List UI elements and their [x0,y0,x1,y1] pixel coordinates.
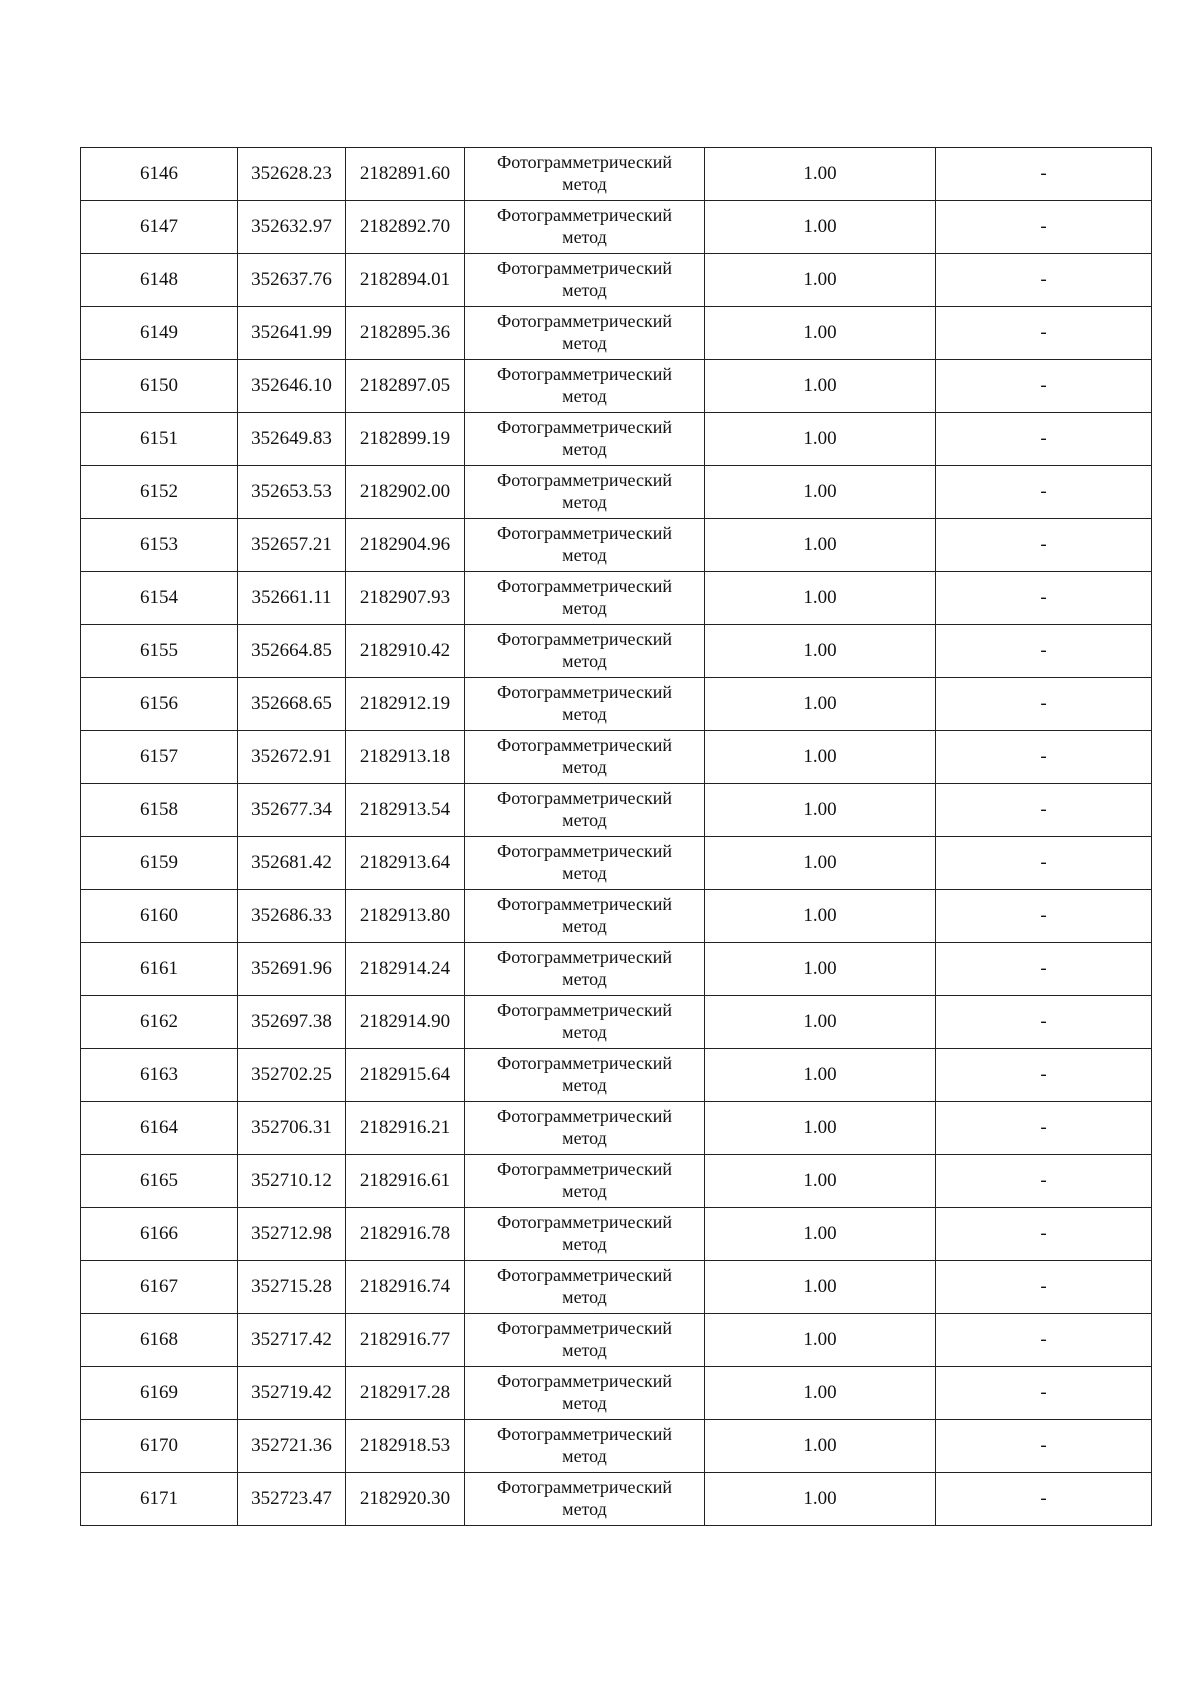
method-line-1: Фотограмметрический [497,311,672,331]
method-cell [465,466,705,519]
y-coordinate-cell: 2182917.28 [346,1367,465,1420]
note-cell: - [936,1049,1152,1102]
y-coordinate-cell: 2182913.80 [346,890,465,943]
method-line-2: метод [562,651,607,671]
x-coordinate-cell: 352721.36 [238,1420,346,1473]
y-coordinate-cell: 2182910.42 [346,625,465,678]
point-number-cell: 6171 [81,1473,238,1526]
method-line-2: метод [562,916,607,936]
method-line-2: метод [562,1075,607,1095]
table-row [81,1261,1152,1314]
accuracy-cell: 1.00 [705,466,936,519]
accuracy-cell: 1.00 [705,731,936,784]
method-line-2: метод [562,545,607,565]
y-coordinate-cell: 2182899.19 [346,413,465,466]
y-coordinate-cell: 2182915.64 [346,1049,465,1102]
note-cell: - [936,307,1152,360]
x-coordinate-cell: 352686.33 [238,890,346,943]
x-coordinate-cell: 352632.97 [238,201,346,254]
table-row [81,307,1152,360]
method-cell [465,1367,705,1420]
note-cell: - [936,1314,1152,1367]
note-cell: - [936,201,1152,254]
note-cell: - [936,572,1152,625]
table-row [81,625,1152,678]
x-coordinate-cell: 352657.21 [238,519,346,572]
y-coordinate-cell: 2182914.90 [346,996,465,1049]
y-coordinate-cell: 2182920.30 [346,1473,465,1526]
method-line-2: метод [562,386,607,406]
y-coordinate-cell: 2182912.19 [346,678,465,731]
method-cell [465,678,705,731]
accuracy-cell: 1.00 [705,360,936,413]
method-line-2: метод [562,704,607,724]
y-coordinate-cell: 2182916.21 [346,1102,465,1155]
y-coordinate-cell: 2182916.78 [346,1208,465,1261]
method-cell [465,1102,705,1155]
method-line-1: Фотограмметрический [497,152,672,172]
method-line-2: метод [562,1393,607,1413]
coordinates-table-body [81,148,1152,1526]
accuracy-cell: 1.00 [705,784,936,837]
x-coordinate-cell: 352649.83 [238,413,346,466]
method-cell [465,625,705,678]
point-number-cell: 6170 [81,1420,238,1473]
x-coordinate-cell: 352710.12 [238,1155,346,1208]
y-coordinate-cell: 2182895.36 [346,307,465,360]
table-row [81,572,1152,625]
method-cell [465,1049,705,1102]
method-line-2: метод [562,439,607,459]
method-line-2: метод [562,1340,607,1360]
method-line-1: Фотограмметрический [497,205,672,225]
method-line-1: Фотограмметрический [497,470,672,490]
table-row [81,1420,1152,1473]
note-cell: - [936,360,1152,413]
table-row [81,1314,1152,1367]
note-cell: - [936,254,1152,307]
method-line-2: метод [562,333,607,353]
accuracy-cell: 1.00 [705,1261,936,1314]
accuracy-cell: 1.00 [705,625,936,678]
note-cell: - [936,943,1152,996]
note-cell: - [936,1367,1152,1420]
x-coordinate-cell: 352672.91 [238,731,346,784]
point-number-cell: 6158 [81,784,238,837]
method-cell [465,890,705,943]
table-row [81,731,1152,784]
method-line-1: Фотограмметрический [497,788,672,808]
table-row [81,148,1152,201]
method-line-2: метод [562,1499,607,1519]
point-number-cell: 6147 [81,201,238,254]
method-line-1: Фотограмметрический [497,417,672,437]
point-number-cell: 6167 [81,1261,238,1314]
accuracy-cell: 1.00 [705,1314,936,1367]
method-cell [465,307,705,360]
accuracy-cell: 1.00 [705,1208,936,1261]
method-cell [465,837,705,890]
method-cell [465,1314,705,1367]
method-line-1: Фотограмметрический [497,629,672,649]
x-coordinate-cell: 352641.99 [238,307,346,360]
method-line-2: метод [562,227,607,247]
point-number-cell: 6168 [81,1314,238,1367]
point-number-cell: 6152 [81,466,238,519]
method-cell [465,784,705,837]
method-line-1: Фотограмметрический [497,894,672,914]
note-cell: - [936,1420,1152,1473]
method-line-2: метод [562,1287,607,1307]
method-line-2: метод [562,1022,607,1042]
accuracy-cell: 1.00 [705,413,936,466]
method-cell [465,413,705,466]
table-row [81,1473,1152,1526]
method-line-1: Фотограмметрический [497,1477,672,1497]
accuracy-cell: 1.00 [705,1473,936,1526]
method-cell [465,996,705,1049]
x-coordinate-cell: 352653.53 [238,466,346,519]
method-cell [465,731,705,784]
table-row [81,519,1152,572]
table-row [81,1367,1152,1420]
method-line-1: Фотограмметрический [497,258,672,278]
point-number-cell: 6151 [81,413,238,466]
accuracy-cell: 1.00 [705,1420,936,1473]
accuracy-cell: 1.00 [705,996,936,1049]
accuracy-cell: 1.00 [705,837,936,890]
point-number-cell: 6160 [81,890,238,943]
note-cell: - [936,678,1152,731]
method-cell [465,1420,705,1473]
table-row [81,837,1152,890]
note-cell: - [936,466,1152,519]
table-row [81,1208,1152,1261]
note-cell: - [936,1155,1152,1208]
point-number-cell: 6149 [81,307,238,360]
note-cell: - [936,1473,1152,1526]
method-line-2: метод [562,863,607,883]
y-coordinate-cell: 2182916.77 [346,1314,465,1367]
method-cell [465,1473,705,1526]
table-row [81,943,1152,996]
method-line-1: Фотограмметрический [497,1265,672,1285]
x-coordinate-cell: 352691.96 [238,943,346,996]
x-coordinate-cell: 352646.10 [238,360,346,413]
method-line-2: метод [562,174,607,194]
method-line-2: метод [562,1234,607,1254]
point-number-cell: 6148 [81,254,238,307]
method-cell [465,254,705,307]
accuracy-cell: 1.00 [705,890,936,943]
method-line-2: метод [562,1181,607,1201]
y-coordinate-cell: 2182916.74 [346,1261,465,1314]
x-coordinate-cell: 352681.42 [238,837,346,890]
method-line-1: Фотограмметрический [497,682,672,702]
method-line-1: Фотограмметрический [497,1000,672,1020]
method-line-1: Фотограмметрический [497,1424,672,1444]
y-coordinate-cell: 2182902.00 [346,466,465,519]
note-cell: - [936,731,1152,784]
method-line-1: Фотограмметрический [497,1318,672,1338]
table-row [81,784,1152,837]
point-number-cell: 6159 [81,837,238,890]
y-coordinate-cell: 2182913.54 [346,784,465,837]
x-coordinate-cell: 352706.31 [238,1102,346,1155]
point-number-cell: 6169 [81,1367,238,1420]
accuracy-cell: 1.00 [705,254,936,307]
x-coordinate-cell: 352661.11 [238,572,346,625]
method-line-2: метод [562,757,607,777]
note-cell: - [936,625,1152,678]
y-coordinate-cell: 2182892.70 [346,201,465,254]
note-cell: - [936,784,1152,837]
table-row [81,413,1152,466]
method-line-1: Фотограмметрический [497,576,672,596]
method-line-2: метод [562,810,607,830]
table-row [81,466,1152,519]
note-cell: - [936,837,1152,890]
method-line-2: метод [562,492,607,512]
point-number-cell: 6155 [81,625,238,678]
y-coordinate-cell: 2182913.18 [346,731,465,784]
point-number-cell: 6157 [81,731,238,784]
y-coordinate-cell: 2182897.05 [346,360,465,413]
x-coordinate-cell: 352723.47 [238,1473,346,1526]
y-coordinate-cell: 2182916.61 [346,1155,465,1208]
point-number-cell: 6162 [81,996,238,1049]
note-cell: - [936,1102,1152,1155]
table-row [81,1155,1152,1208]
note-cell: - [936,996,1152,1049]
method-line-1: Фотограмметрический [497,947,672,967]
method-cell [465,148,705,201]
x-coordinate-cell: 352677.34 [238,784,346,837]
note-cell: - [936,1208,1152,1261]
table-row [81,996,1152,1049]
method-line-2: метод [562,1446,607,1466]
point-number-cell: 6163 [81,1049,238,1102]
x-coordinate-cell: 352637.76 [238,254,346,307]
method-line-1: Фотограмметрический [497,364,672,384]
y-coordinate-cell: 2182904.96 [346,519,465,572]
y-coordinate-cell: 2182907.93 [346,572,465,625]
table-row [81,1102,1152,1155]
point-number-cell: 6164 [81,1102,238,1155]
y-coordinate-cell: 2182914.24 [346,943,465,996]
method-line-1: Фотограмметрический [497,1212,672,1232]
point-number-cell: 6153 [81,519,238,572]
table-row [81,201,1152,254]
method-cell [465,1155,705,1208]
table-row [81,254,1152,307]
point-number-cell: 6165 [81,1155,238,1208]
accuracy-cell: 1.00 [705,678,936,731]
method-cell [465,360,705,413]
method-line-2: метод [562,1128,607,1148]
accuracy-cell: 1.00 [705,307,936,360]
method-line-1: Фотограмметрический [497,841,672,861]
table-row [81,678,1152,731]
method-line-1: Фотограмметрический [497,1371,672,1391]
y-coordinate-cell: 2182894.01 [346,254,465,307]
method-line-1: Фотограмметрический [497,1106,672,1126]
point-number-cell: 6150 [81,360,238,413]
method-cell [465,519,705,572]
point-number-cell: 6156 [81,678,238,731]
method-cell [465,1261,705,1314]
x-coordinate-cell: 352719.42 [238,1367,346,1420]
x-coordinate-cell: 352702.25 [238,1049,346,1102]
note-cell: - [936,148,1152,201]
x-coordinate-cell: 352628.23 [238,148,346,201]
method-cell [465,201,705,254]
accuracy-cell: 1.00 [705,1102,936,1155]
method-line-2: метод [562,598,607,618]
accuracy-cell: 1.00 [705,201,936,254]
method-line-2: метод [562,969,607,989]
x-coordinate-cell: 352668.65 [238,678,346,731]
accuracy-cell: 1.00 [705,943,936,996]
accuracy-cell: 1.00 [705,519,936,572]
table-row [81,360,1152,413]
note-cell: - [936,890,1152,943]
method-cell [465,1208,705,1261]
table-row [81,890,1152,943]
method-line-1: Фотограмметрический [497,1053,672,1073]
accuracy-cell: 1.00 [705,1155,936,1208]
method-cell [465,572,705,625]
x-coordinate-cell: 352712.98 [238,1208,346,1261]
point-number-cell: 6166 [81,1208,238,1261]
method-cell [465,943,705,996]
note-cell: - [936,1261,1152,1314]
x-coordinate-cell: 352697.38 [238,996,346,1049]
note-cell: - [936,519,1152,572]
y-coordinate-cell: 2182918.53 [346,1420,465,1473]
x-coordinate-cell: 352717.42 [238,1314,346,1367]
accuracy-cell: 1.00 [705,148,936,201]
method-line-1: Фотограмметрический [497,523,672,543]
accuracy-cell: 1.00 [705,1049,936,1102]
point-number-cell: 6161 [81,943,238,996]
note-cell: - [936,413,1152,466]
coordinates-table [80,147,1152,1526]
accuracy-cell: 1.00 [705,1367,936,1420]
point-number-cell: 6146 [81,148,238,201]
y-coordinate-cell: 2182913.64 [346,837,465,890]
x-coordinate-cell: 352664.85 [238,625,346,678]
table-row [81,1049,1152,1102]
method-line-2: метод [562,280,607,300]
method-line-1: Фотограмметрический [497,1159,672,1179]
method-line-1: Фотограмметрический [497,735,672,755]
accuracy-cell: 1.00 [705,572,936,625]
x-coordinate-cell: 352715.28 [238,1261,346,1314]
y-coordinate-cell: 2182891.60 [346,148,465,201]
point-number-cell: 6154 [81,572,238,625]
